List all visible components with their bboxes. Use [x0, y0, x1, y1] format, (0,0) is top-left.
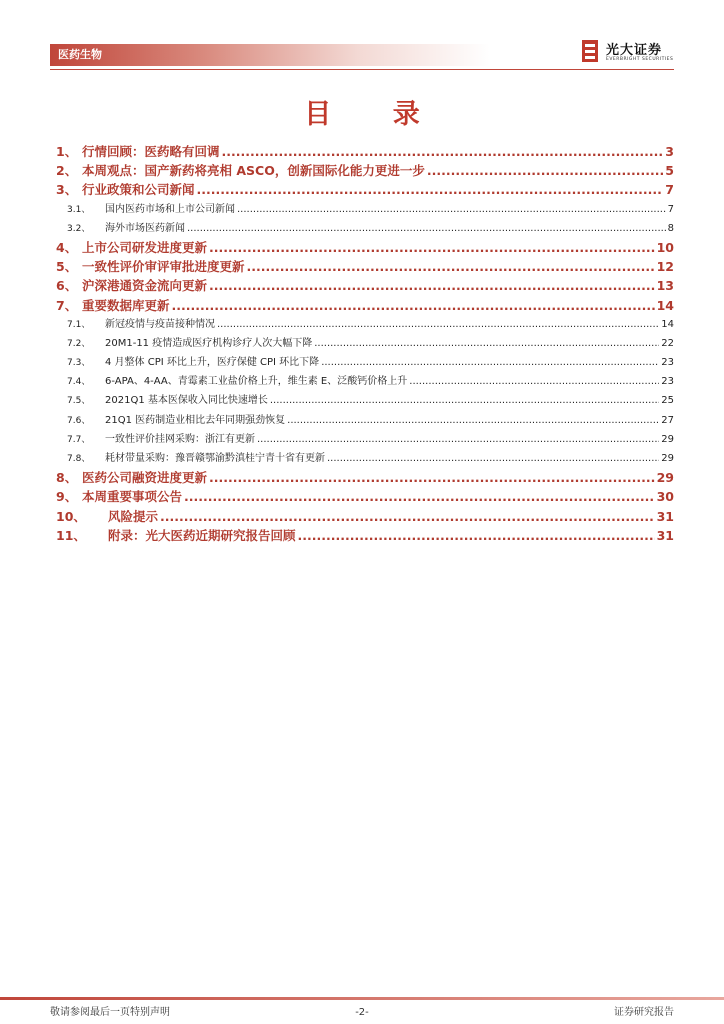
toc-dot-leader: [298, 528, 655, 543]
toc-entry-number: 7、: [56, 297, 78, 313]
toc-entry-number: 9、: [56, 489, 78, 505]
toc-entry-page: 29: [661, 453, 674, 464]
toc-entry-text: 沪深港通资金流向更新: [82, 278, 208, 294]
toc-dot-leader: [187, 223, 666, 234]
toc-entry-number: 7.7、: [67, 434, 91, 445]
toc-entry-text: 21Q1 医药制造业相比去年同期强劲恢复: [105, 414, 286, 426]
toc-entry-number: 3、: [56, 182, 78, 198]
header-band: [50, 44, 490, 66]
toc-dot-leader: [222, 144, 664, 159]
toc-dot-leader: [209, 470, 655, 485]
toc-dot-leader: [217, 319, 659, 330]
toc-dot-leader: [427, 163, 663, 178]
logo-mark-icon: [580, 38, 600, 64]
toc-dot-leader: [247, 259, 655, 274]
toc-entry-page: 30: [656, 489, 674, 505]
toc-entry-page: 25: [661, 395, 674, 407]
toc-dot-leader: [327, 453, 659, 464]
toc-entry-number: 7.5、: [67, 396, 91, 407]
toc-entry-number: 7.1、: [67, 319, 91, 330]
toc-entry[interactable]: [50, 411, 674, 430]
toc-entry-number: 7.3、: [67, 358, 91, 369]
toc-entry-page: 31: [656, 527, 674, 543]
footer-report-type: 证券研究报告: [614, 1007, 674, 1018]
toc-entry-page: 10: [656, 239, 674, 255]
toc-entry-text: 行情回顾：医药略有回调: [82, 144, 220, 159]
toc-entry-text: 6-APA、4-AA、青霉素工业盐价格上升，维生素 E、泛酸钙价格上升: [105, 376, 408, 388]
toc-entry-number: 7.6、: [67, 415, 91, 426]
toc-entry-text: 耗材带量采购：豫晋赣鄂渝黔滇桂宁青十省有更新: [105, 453, 325, 464]
logo-text-cn: 光大证券: [606, 43, 663, 58]
toc-entry[interactable]: [50, 296, 674, 315]
toc-entry-text: 新冠疫情与疫苗接种情况: [105, 318, 215, 330]
toc-entry[interactable]: [50, 315, 674, 334]
toc-entry-number: 7.8、: [67, 454, 91, 464]
header-rule: [50, 69, 674, 70]
toc-entry-page: 7: [665, 182, 674, 198]
toc-entry-number: 3.2、: [67, 223, 91, 234]
toc-entry[interactable]: [50, 161, 674, 180]
toc-entry[interactable]: [50, 276, 674, 295]
toc-entry-text: 本周观点：国产新药将亮相 ASCO，创新国际化能力更进一步: [82, 163, 425, 179]
toc-entry-text: 重要数据库更新: [82, 297, 170, 313]
toc-entry-page: 5: [665, 163, 674, 179]
toc-entry-number: 3.1、: [67, 204, 91, 215]
toc-entry[interactable]: [50, 200, 674, 219]
footer-page-number: -2-: [355, 1007, 369, 1018]
toc-entry-number: 4、: [56, 239, 78, 255]
toc-entry[interactable]: [50, 526, 674, 545]
toc-entry-text: 附录：光大医药近期研究报告回顾: [108, 527, 296, 543]
toc-entry-page: 3: [665, 144, 674, 159]
footer-disclaimer: 敬请参阅最后一页特别声明: [50, 1007, 170, 1018]
toc-dot-leader: [321, 357, 659, 368]
toc-entry-text: 风险提示: [108, 508, 159, 524]
toc-entry-number: 6、: [56, 278, 78, 294]
toc-entry[interactable]: [50, 468, 674, 487]
logo-text-en: EVERBRIGHT SECURITIES: [606, 57, 674, 62]
toc-entry-number: 5、: [56, 259, 78, 275]
toc-entry-page: 7: [667, 203, 674, 215]
toc-entry-number: 10、: [56, 508, 86, 524]
toc-entry-number: 2、: [56, 163, 78, 179]
toc-dot-leader: [287, 415, 659, 426]
toc-entry-number: 8、: [56, 470, 78, 486]
toc-entry[interactable]: [50, 507, 674, 526]
toc-entry-number: 7.2、: [67, 338, 91, 349]
toc-entry[interactable]: [50, 257, 674, 276]
footer-rule: [0, 997, 724, 1000]
toc-entry-page: 14: [661, 318, 674, 330]
toc-entry-text: 一致性评价审评审批进度更新: [82, 259, 245, 275]
toc-entry[interactable]: [50, 449, 674, 468]
toc-entry-page: 23: [661, 376, 674, 388]
toc-entry[interactable]: [50, 353, 674, 372]
toc-dot-leader: [409, 376, 659, 387]
toc-dot-leader: [160, 509, 655, 524]
toc-entry[interactable]: [50, 430, 674, 449]
toc-entry[interactable]: [50, 487, 674, 506]
toc-dot-leader: [184, 489, 655, 504]
toc-entry-page: 22: [661, 337, 674, 349]
toc-entry[interactable]: [50, 219, 674, 238]
toc-entry-page: 14: [656, 297, 674, 313]
toc-entry-text: 20M1-11 疫情造成医疗机构诊疗人次大幅下降: [105, 337, 313, 349]
toc-entry-page: 13: [656, 278, 674, 294]
toc-entry[interactable]: [50, 180, 674, 199]
toc-dot-leader: [270, 395, 659, 406]
table-of-contents: [50, 142, 674, 545]
toc-dot-leader: [257, 434, 659, 445]
toc-entry-page: 8: [667, 222, 674, 234]
toc-entry[interactable]: [50, 238, 674, 257]
toc-entry-page: 29: [656, 470, 674, 486]
toc-entry-page: 31: [656, 508, 674, 524]
toc-entry-text: 一致性评价挂网采购：浙江有更新: [105, 433, 255, 445]
toc-entry-number: 1、: [56, 144, 78, 159]
toc-entry-text: 国内医药市场和上市公司新闻: [105, 203, 235, 215]
toc-entry-text: 海外市场医药新闻: [105, 222, 185, 234]
toc-dot-leader: [314, 338, 659, 349]
toc-entry-text: 行业政策和公司新闻: [82, 182, 195, 198]
toc-entry[interactable]: [50, 391, 674, 410]
toc-entry-text: 上市公司研发进度更新: [82, 239, 208, 255]
toc-dot-leader: [209, 278, 655, 293]
toc-entry-number: 7.4、: [67, 377, 91, 388]
toc-dot-leader: [172, 298, 655, 313]
toc-entry-text: 2021Q1 基本医保收入同比快速增长: [105, 395, 268, 407]
toc-entry[interactable]: [50, 334, 674, 353]
toc-entry-page: 29: [661, 433, 674, 445]
toc-entry[interactable]: [50, 142, 674, 161]
toc-entry-text: 4 月整体 CPI 环比上升，医疗保健 CPI 环比下降: [105, 357, 320, 369]
section-label: 医药生物: [58, 48, 102, 61]
toc-title: 目 录: [304, 99, 446, 130]
toc-entry-page: 27: [661, 414, 674, 426]
toc-entry-number: 11、: [56, 527, 86, 543]
toc-dot-leader: [197, 182, 664, 197]
toc-entry-text: 本周重要事项公告: [82, 489, 183, 505]
toc-entry-text: 医药公司融资进度更新: [82, 470, 208, 486]
toc-entry-page: 23: [661, 357, 674, 369]
toc-dot-leader: [209, 240, 655, 255]
toc-dot-leader: [237, 204, 666, 215]
toc-entry[interactable]: [50, 372, 674, 391]
company-logo: [580, 38, 680, 68]
toc-entry-page: 12: [656, 259, 674, 275]
